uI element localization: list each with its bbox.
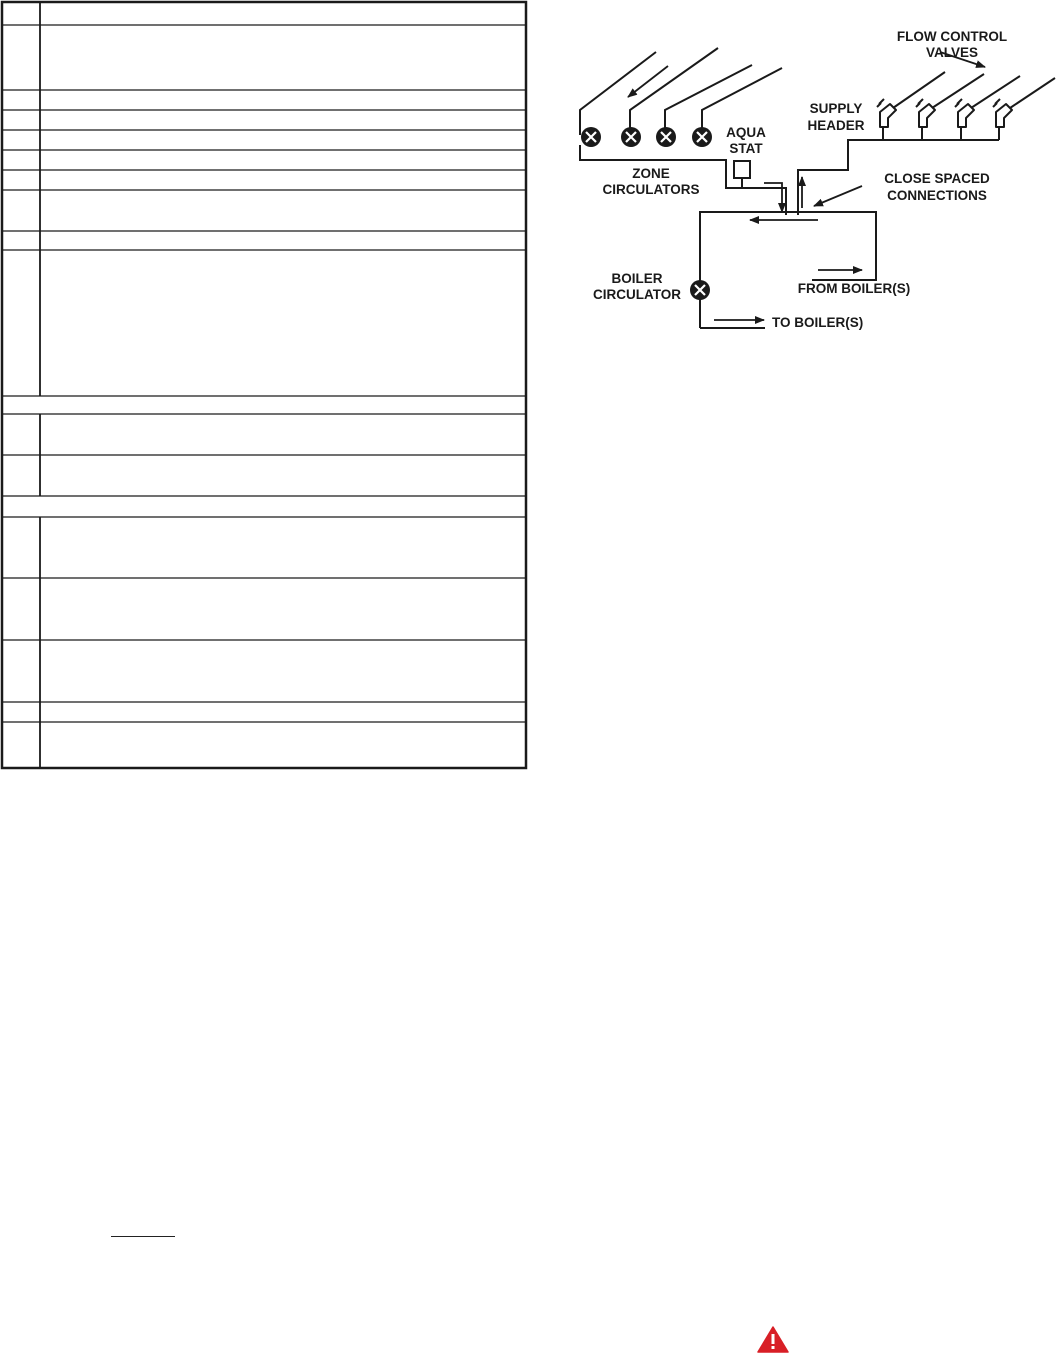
flow-control-valve-group bbox=[877, 99, 1012, 127]
zone-branch-1 bbox=[580, 52, 656, 135]
pump-x-circle-icon bbox=[621, 127, 641, 147]
from-boiler-label: FROM BOILER(S) bbox=[797, 281, 911, 296]
boiler-circulator-label-1: BOILER bbox=[611, 271, 663, 286]
checklist-table bbox=[0, 0, 532, 772]
aqua-stat-box bbox=[734, 161, 750, 178]
leader-close-spaced bbox=[814, 186, 862, 206]
flow-control-valve-icon bbox=[993, 99, 1012, 127]
close-spaced-label-1: CLOSE SPACED bbox=[884, 171, 990, 186]
aqua-stat-label-2: STAT bbox=[729, 141, 763, 156]
flow-control-valve-icon bbox=[877, 99, 896, 127]
primary-secondary-piping-diagram bbox=[540, 0, 1061, 350]
flow-control-valve-icon bbox=[916, 99, 935, 127]
flow-control-valve-icon bbox=[955, 99, 974, 127]
pump-x-circle-icon bbox=[692, 127, 712, 147]
pump-x-circle-icon bbox=[690, 280, 710, 300]
warning-triangle-icon bbox=[757, 1326, 789, 1353]
flow-arrow-return bbox=[628, 66, 668, 97]
table-row-lines bbox=[2, 25, 526, 722]
supply-header-label-2: HEADER bbox=[807, 118, 865, 133]
underline-mark bbox=[111, 1236, 175, 1237]
to-boiler-label: TO BOILER(S) bbox=[772, 315, 864, 330]
boiler-circulator-label-2: CIRCULATOR bbox=[593, 287, 681, 302]
zone-circulators-label-1: ZONE bbox=[632, 166, 670, 181]
flow-control-valves-label-2: VALVES bbox=[925, 45, 979, 60]
supply-header-label-1: SUPPLY bbox=[809, 101, 863, 116]
pump-x-circle-icon bbox=[581, 127, 601, 147]
pump-x-circle-icon bbox=[656, 127, 676, 147]
close-spaced-label-2: CONNECTIONS bbox=[887, 188, 987, 203]
aqua-stat-label-1: AQUA bbox=[726, 125, 766, 140]
flow-control-valves-label-1: FLOW CONTROL bbox=[896, 29, 1008, 44]
zone-circulators-label-2: CIRCULATORS bbox=[602, 182, 700, 197]
valve-outlet-4 bbox=[1010, 78, 1055, 108]
